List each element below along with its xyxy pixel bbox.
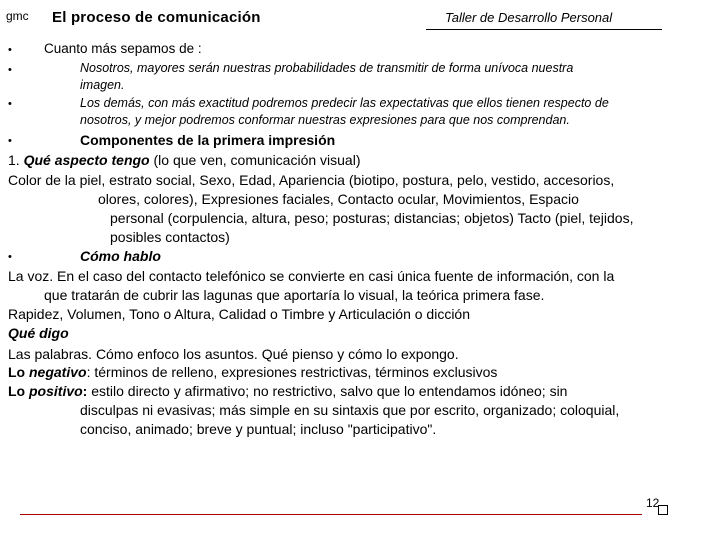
- sub-item-nosotros-cont: imagen.: [80, 78, 125, 92]
- question-aspect-desc: (lo que ven, comunicación visual): [149, 152, 361, 168]
- palabras-line: Las palabras. Cómo enfoco los asuntos. Qué pienso y cómo lo expongo.: [8, 346, 459, 362]
- positivo-prefix: Lo: [8, 383, 29, 399]
- page-title: El proceso de comunicación: [52, 9, 261, 26]
- voz-line1: La voz. En el caso del contacto telefónico se convierte en casi única fuente de información, con la: [8, 268, 615, 284]
- bullet-marker: •: [8, 44, 12, 56]
- positivo-line: [8, 382, 567, 400]
- negativo-label: negativo: [29, 364, 87, 380]
- sub-item-los-demas-cont: nosotros, y mejor podremos conformar nuestras expresiones para que nos comprendan.: [80, 113, 570, 127]
- voz-line2: que tratarán de cubrir las lagunas que aportaría lo visual, la teórica primera fase.: [44, 287, 545, 303]
- sub-item-los-demas: Los demás, con más exactitud podremos predecir las expectativas que ellos tienen respecto de: [80, 96, 609, 110]
- square-marker-icon: [658, 505, 668, 515]
- sub-item-nosotros: Nosotros, mayores serán nuestras probabilidades de transmitir de forma unívoca nuestra: [80, 61, 574, 75]
- positivo-line3: conciso, animado; breve y puntual; incluso "participativo".: [80, 421, 437, 437]
- intro-text: Cuanto más sepamos de :: [44, 41, 202, 56]
- question-aspect: [8, 151, 361, 169]
- page-subtitle: Taller de Desarrollo Personal: [445, 10, 613, 25]
- negativo-prefix: Lo: [8, 364, 29, 380]
- page-number: 12: [646, 496, 660, 510]
- negativo-desc: : términos de relleno, expresiones restrictivas, términos exclusivos: [86, 364, 498, 380]
- bullet-marker: •: [8, 135, 12, 147]
- header-gmc: gmc: [6, 9, 29, 23]
- visual-components-line2: olores, colores), Expresiones faciales, Contacto ocular, Movimientos, Espacio: [98, 191, 579, 207]
- components-heading: Componentes de la primera impresión: [80, 132, 336, 148]
- footer-rule: [20, 514, 642, 515]
- como-hablo-heading: Cómo hablo: [80, 248, 161, 264]
- header-rule: [426, 29, 662, 30]
- visual-components-line3: personal (corpulencia, altura, peso; posturas; distancias; objetos) Tacto (piel, tejidos,: [110, 210, 634, 226]
- rapidez-line: Rapidez, Volumen, Tono o Altura, Calidad o Timbre y Articulación o dicción: [8, 306, 470, 322]
- positivo-colon: :: [82, 383, 88, 399]
- visual-components-line1: Color de la piel, estrato social, Sexo, Edad, Apariencia (biotipo, postura, pelo, vestido, accesorios,: [8, 172, 615, 188]
- visual-components-line4: posibles contactos): [110, 229, 230, 245]
- question-aspect-label: Qué aspecto tengo: [23, 152, 150, 168]
- bullet-marker: •: [8, 98, 12, 110]
- que-digo-heading: Qué digo: [8, 325, 69, 341]
- negativo-line: [8, 363, 497, 381]
- positivo-desc: estilo directo y afirmativo; no restrictivo, salvo que lo entendamos idóneo; sin: [87, 383, 568, 399]
- positivo-label: positivo: [29, 383, 83, 399]
- question-number: 1.: [8, 152, 24, 168]
- bullet-marker: •: [8, 64, 12, 76]
- bullet-marker: •: [8, 251, 12, 263]
- positivo-line2: disculpas ni evasivas; más simple en su sintaxis que por escrito, organizado; coloquial,: [80, 402, 620, 418]
